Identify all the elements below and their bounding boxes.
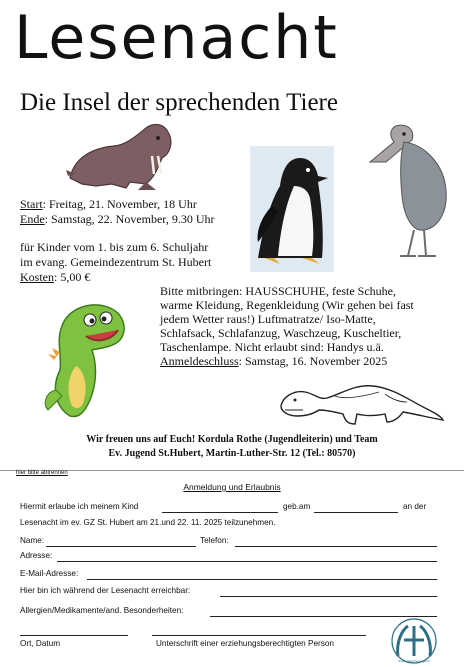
phone-field[interactable]	[235, 546, 437, 547]
consent-text-line2: Lesenacht im ev. GZ St. Hubert am 21.und 22. 11. 2025 teilzunehmen.	[20, 518, 276, 527]
cut-note: hier bitte abtrennen	[16, 470, 68, 476]
email-label: E-Mail-Adresse:	[20, 569, 79, 578]
contact-address: Ev. Jugend St.Hubert, Martin-Luther-Str. 12 (Tel.: 80570)	[108, 448, 356, 459]
form-heading: Anmeldung und Erlaubnis	[183, 482, 281, 492]
walrus-illustration	[66, 118, 176, 193]
event-cost: Kosten: 5,00 €	[20, 270, 91, 284]
bring-line: Taschenlampe. Nicht erlaubt sind: Handys u.ä.	[160, 340, 384, 354]
birthdate-label: geb.am	[283, 502, 311, 511]
reachable-field[interactable]	[220, 596, 437, 597]
child-name-field[interactable]	[162, 512, 278, 513]
email-field[interactable]	[87, 579, 437, 580]
dinosaur-illustration	[40, 296, 130, 420]
event-audience: für Kinder vom 1. bis zum 6. Schuljahr	[20, 240, 209, 254]
place-date-field[interactable]	[20, 635, 128, 636]
address-label: Adresse:	[20, 551, 53, 560]
name-field[interactable]	[46, 546, 196, 547]
contact-line: Wir freuen uns auf Euch! Kordula Rothe (Jugendleiterin) und Team	[86, 434, 378, 445]
signature-field[interactable]	[152, 635, 366, 636]
bring-line: Bitte mitbringen: HAUSSCHUHE, feste Schuhe,	[160, 284, 396, 298]
bring-line: Schlafsack, Schlafanzug, Waschzeug, Kuscheltier,	[160, 326, 402, 340]
penguin-illustration	[250, 146, 334, 272]
reachable-label: Hier bin ich während der Lesenacht erreichbar:	[20, 586, 191, 595]
page-title: Lesenacht	[14, 3, 339, 73]
event-end: Ende: Samstag, 22. November, 9.30 Uhr	[20, 212, 215, 226]
allergy-field[interactable]	[210, 616, 437, 617]
event-location: im evang. Gemeindezentrum St. Hubert	[20, 255, 212, 269]
consent-text: Hiermit erlaube ich meinem Kind	[20, 502, 139, 511]
registration-deadline: Anmeldeschluss: Samstag, 16. November 2025	[160, 354, 388, 368]
bring-list	[160, 284, 414, 368]
event-start: Start: Freitag, 21. November, 18 Uhr	[20, 197, 197, 211]
logo-text: Evangelische Jugend	[398, 659, 430, 663]
bring-line: jedem Wetter raus!) Luftmatratze/ Iso-Matte,	[160, 312, 376, 326]
consent-suffix: an der	[403, 502, 427, 511]
page-subtitle: Die Insel der sprechenden Tiere	[20, 89, 338, 116]
place-date-label: Ort, Datum	[20, 639, 61, 648]
name-label: Name:	[20, 536, 45, 545]
shoebill-illustration	[364, 120, 450, 260]
bring-line: warme Kleidung, Regenkleidung (Wir gehen bei fast	[160, 298, 414, 312]
address-field[interactable]	[57, 561, 437, 562]
page-divider	[0, 470, 464, 471]
allergy-label: Allergien/Medikamente/and. Besonderheiten:	[20, 606, 184, 615]
evangelische-jugend-logo	[378, 618, 450, 664]
birthdate-field[interactable]	[314, 512, 398, 513]
lizard-sketch-illustration	[275, 372, 445, 430]
signature-label: Unterschrift einer erziehungsberechtigten Person	[156, 639, 334, 648]
phone-label: Telefon:	[200, 536, 229, 545]
